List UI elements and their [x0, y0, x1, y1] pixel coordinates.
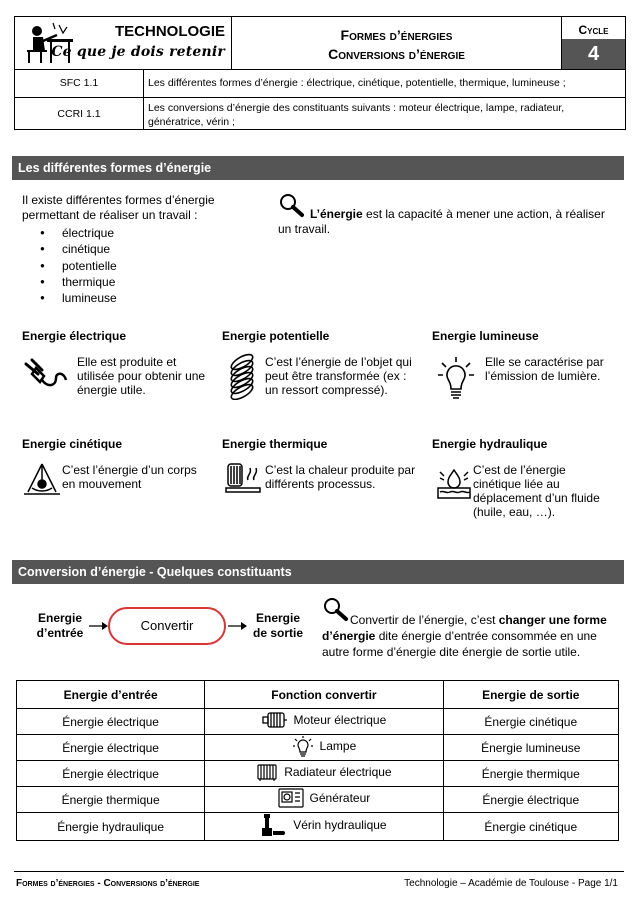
function-cell: [205, 761, 443, 787]
reference-code: CCRI 1.1: [15, 98, 144, 129]
function-cell: [205, 735, 443, 761]
function-label: Lampe: [319, 739, 357, 753]
function-label: Moteur électrique: [293, 713, 387, 727]
energy-type-title: Energie cinétique: [22, 437, 123, 451]
header-title: [232, 17, 562, 69]
energy-type-title: Energie hydraulique: [432, 437, 548, 451]
reference-code: SFC 1.1: [15, 69, 144, 97]
column-header: Energie d’entrée: [17, 681, 205, 709]
header: [14, 16, 626, 70]
function-label: Générateur: [309, 791, 371, 805]
energy-type-title: Energie thermique: [222, 437, 328, 451]
energy-type-desc: Elle est produite et utilisée pour obtenir une énergie utile.: [77, 355, 206, 397]
table-row: [17, 761, 619, 787]
plug-icon: [22, 356, 70, 390]
input-cell: Énergie électrique: [17, 761, 205, 787]
forms-list: [22, 225, 117, 306]
table-row: [17, 709, 619, 735]
definition-text: dite énergie d’entrée consommée en une autre forme d’énergie dite énergie de sortie utile.: [322, 629, 597, 659]
definition-term: L’énergie: [310, 207, 363, 221]
list-item: ● potentielle: [22, 258, 117, 274]
definition-text: est la capacité à mener une action, à réaliser un travail.: [278, 207, 605, 236]
title-line1: Formes d’énergies: [340, 27, 453, 43]
convert-box: Convertir: [108, 607, 226, 645]
footer-page-info: Technologie – Académie de Toulouse - Page 1/1: [404, 878, 618, 889]
water-icon: [436, 468, 472, 500]
tagline: Ce que je dois retenir: [51, 44, 225, 60]
bulb-icon: [436, 355, 476, 403]
energy-type-desc: Elle se caractérise par l’émission de lumière.: [485, 355, 604, 383]
reference-row: [14, 98, 626, 130]
output-cell: Énergie cinétique: [443, 709, 618, 735]
footer-divider: [14, 871, 624, 872]
energy-type-desc: C’est l’énergie de l’objet qui peut être transformée (ex : un ressort compressé).: [265, 355, 412, 397]
list-item: ● lumineuse: [22, 290, 117, 306]
function-cell: [205, 787, 443, 813]
energy-type-desc: C’est de l’énergie cinétique liée au déplacement d’un fluide (huile, eau, …).: [473, 463, 600, 519]
function-cell: [205, 813, 443, 841]
energy-type-title: Energie électrique: [22, 329, 127, 343]
input-cell: Énergie électrique: [17, 735, 205, 761]
column-header: Fonction convertir: [205, 681, 443, 709]
reference-text: Les différentes formes d’énergie : électrique, cinétique, potentielle, thermique, lumineuse ;: [148, 77, 566, 89]
cycle-box: [562, 17, 625, 69]
header-brand: [15, 17, 232, 69]
output-cell: Énergie cinétique: [443, 813, 618, 841]
output-cell: Énergie lumineuse: [443, 735, 618, 761]
output-cell: Énergie électrique: [443, 787, 618, 813]
spring-icon: [224, 352, 262, 400]
subject-label: TECHNOLOGIE: [114, 23, 225, 40]
list-item: ● cinétique: [22, 241, 117, 257]
input-cell: Énergie hydraulique: [17, 813, 205, 841]
function-label: Radiateur électrique: [284, 765, 392, 779]
energy-type-title: Energie potentielle: [222, 329, 330, 343]
output-energy-label: Energie de sortie: [252, 611, 303, 640]
table-header-row: [17, 681, 619, 709]
intro-text: Il existe différentes formes d’énergie permettant de réaliser un travail :: [22, 193, 215, 222]
energy-definition: [278, 207, 618, 237]
energy-type-desc: C’est la chaleur produite par différents processus.: [265, 463, 416, 491]
pendulum-icon: [22, 462, 64, 498]
footer-title: Formes d’énergies - Conversions d’énergie: [16, 878, 200, 889]
title-line2: Conversions d’énergie: [328, 46, 465, 62]
function-cell: [205, 709, 443, 735]
output-cell: Énergie thermique: [443, 761, 618, 787]
conversion-table: [16, 680, 619, 841]
cylinder-icon: [261, 813, 287, 837]
energy-type-title: Energie lumineuse: [432, 329, 539, 343]
radiator-icon: [256, 762, 278, 782]
input-energy-label: Energie d’entrée: [36, 611, 84, 640]
arrow-right-icon: [88, 620, 110, 632]
table-row: [17, 813, 619, 841]
section-title: Conversion d’énergie - Quelques constituants: [12, 560, 624, 584]
conversion-definition: [322, 612, 620, 660]
column-header: Energie de sortie: [443, 681, 618, 709]
input-cell: Énergie thermique: [17, 787, 205, 813]
generator-icon: [278, 788, 304, 808]
cycle-label: Cycle: [578, 23, 609, 37]
lamp-icon: [292, 735, 314, 757]
reference-row: [14, 69, 626, 98]
function-label: Vérin hydraulique: [293, 818, 387, 832]
input-cell: Énergie électrique: [17, 709, 205, 735]
definition-text: Convertir de l’énergie, c’est: [350, 613, 499, 627]
definition-emphasis: changer une forme d’énergie: [322, 613, 607, 643]
section-title: Les différentes formes d’énergie: [12, 156, 624, 180]
cycle-number: 4: [562, 39, 625, 69]
heat-icon: [224, 460, 264, 496]
motor-icon: [262, 711, 288, 729]
reference-text: Les conversions d’énergie des constituants suivants : moteur électrique, lampe, radiateur, génératrice, vérin ;: [148, 102, 565, 128]
arrow-right-icon: [227, 620, 249, 632]
list-item: ● électrique: [22, 225, 117, 241]
list-item: ● thermique: [22, 274, 117, 290]
table-row: [17, 735, 619, 761]
energy-type-desc: C’est l’énergie d’un corps en mouvement: [62, 463, 197, 491]
table-row: [17, 787, 619, 813]
